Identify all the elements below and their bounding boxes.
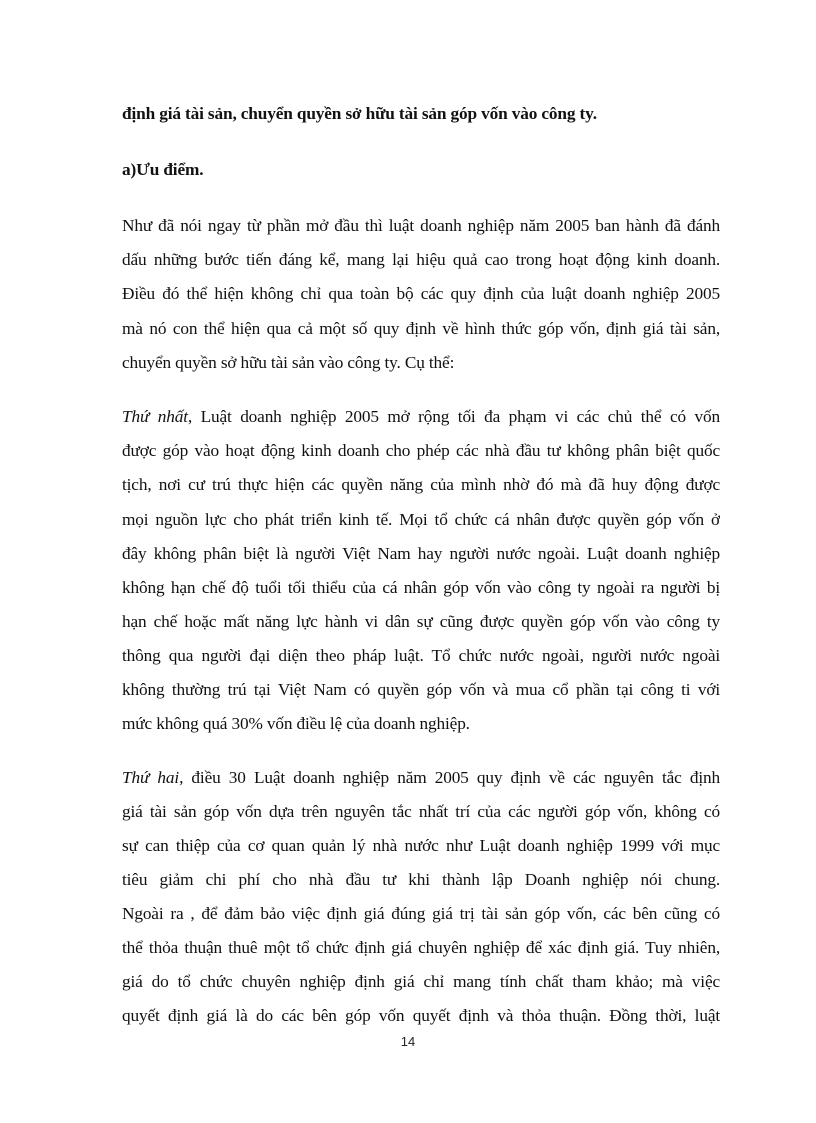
second-point-line-2: giá tài sản góp vốn dựa trên nguyên tắc nhất trí của các người góp vốn, không có <box>122 802 720 821</box>
second-point-label: Thứ hai <box>122 768 180 787</box>
page-number: 14 <box>400 1034 416 1049</box>
top-line <box>122 102 720 126</box>
first-point-line-10: mức không quá 30% vốn điều lệ của doanh nghiệp. <box>122 714 470 733</box>
first-point-line-3: tịch, nơi cư trú thực hiện các quyền năng của mình nhờ đó mà đã huy động được <box>122 475 720 494</box>
first-point-line-7: hạn chế hoặc mất năng lực hành vi dân sự cũng được quyền góp vốn vào công ty <box>122 612 720 631</box>
second-point-lead: , điều 30 Luật doanh nghiệp năm 2005 quy định về các nguyên tắc định <box>179 768 720 787</box>
intro-line-5: chuyển quyền sở hữu tài sản vào công ty. Cụ thể: <box>122 353 455 372</box>
second-point-line-1 <box>122 766 720 790</box>
intro-line-3: Điều đó thể hiện không chỉ qua toàn bộ các quy định của luật doanh nghiệp 2005 <box>122 284 720 303</box>
first-point-line-4: mọi nguồn lực cho phát triển kinh tế. Mọi tổ chức cá nhân được quyền góp vốn ở <box>122 510 720 529</box>
second-point-line-6: thể thỏa thuận thuê một tổ chức định giá chuyên nghiệp để xác định giá. Tuy nhiên, <box>122 938 720 957</box>
section-heading: a)Ưu điểm. <box>122 160 204 179</box>
intro-line-2: dấu những bước tiến đáng kể, mang lại hiệu quả cao trong hoạt động kinh doanh. <box>122 250 720 269</box>
first-point-line-9: không thường trú tại Việt Nam có quyền góp vốn và mua cổ phần tại công ti với <box>122 680 720 699</box>
first-point-lead: , Luật doanh nghiệp 2005 mở rộng tối đa phạm vi các chủ thể có vốn <box>187 407 720 426</box>
first-point-line-2: được góp vào hoạt động kinh doanh cho phép các nhà đầu tư không phân biệt quốc <box>122 441 720 460</box>
first-point-line-8: thông qua người đại diện theo pháp luật. Tổ chức nước ngoài, người nước ngoài <box>122 646 720 665</box>
top-line-period: . <box>592 104 597 123</box>
second-point-line-5: Ngoài ra , để đảm bảo việc định giá đúng giá trị tài sản góp vốn, các bên cũng có <box>122 904 720 923</box>
second-point-line-8: quyết định giá là do các bên góp vốn quyết định và thỏa thuận. Đồng thời, luật <box>122 1006 720 1025</box>
first-point-line-1 <box>122 405 720 429</box>
second-point-line-3: sự can thiệp của cơ quan quản lý nhà nước như Luật doanh nghiệp 1999 với mục <box>122 836 720 855</box>
first-point-line-5: đây không phân biệt là người Việt Nam hay người nước ngoài. Luật doanh nghiệp <box>122 544 720 563</box>
intro-line-1: Như đã nói ngay từ phần mở đầu thì luật doanh nghiệp năm 2005 ban hành đã đánh <box>122 216 720 235</box>
intro-line-4: mà nó con thể hiện qua cả một số quy định về hình thức góp vốn, định giá tài sản, <box>122 319 720 338</box>
top-line-text: định giá tài sản, chuyển quyền sở hữu tài sản góp vốn vào công ty <box>122 104 593 123</box>
second-point-line-7: giá do tổ chức chuyên nghiệp định giá chỉ mang tính chất tham khảo; mà việc <box>122 972 720 991</box>
first-point-line-6: không hạn chế độ tuổi tối thiểu của cá nhân góp vốn vào công ty ngoài ra người bị <box>122 578 720 597</box>
first-point-label: Thứ nhất <box>122 407 188 426</box>
second-point-line-4: tiêu giảm chi phí cho nhà đầu tư khi thành lập Doanh nghiệp nói chung. <box>122 870 720 889</box>
